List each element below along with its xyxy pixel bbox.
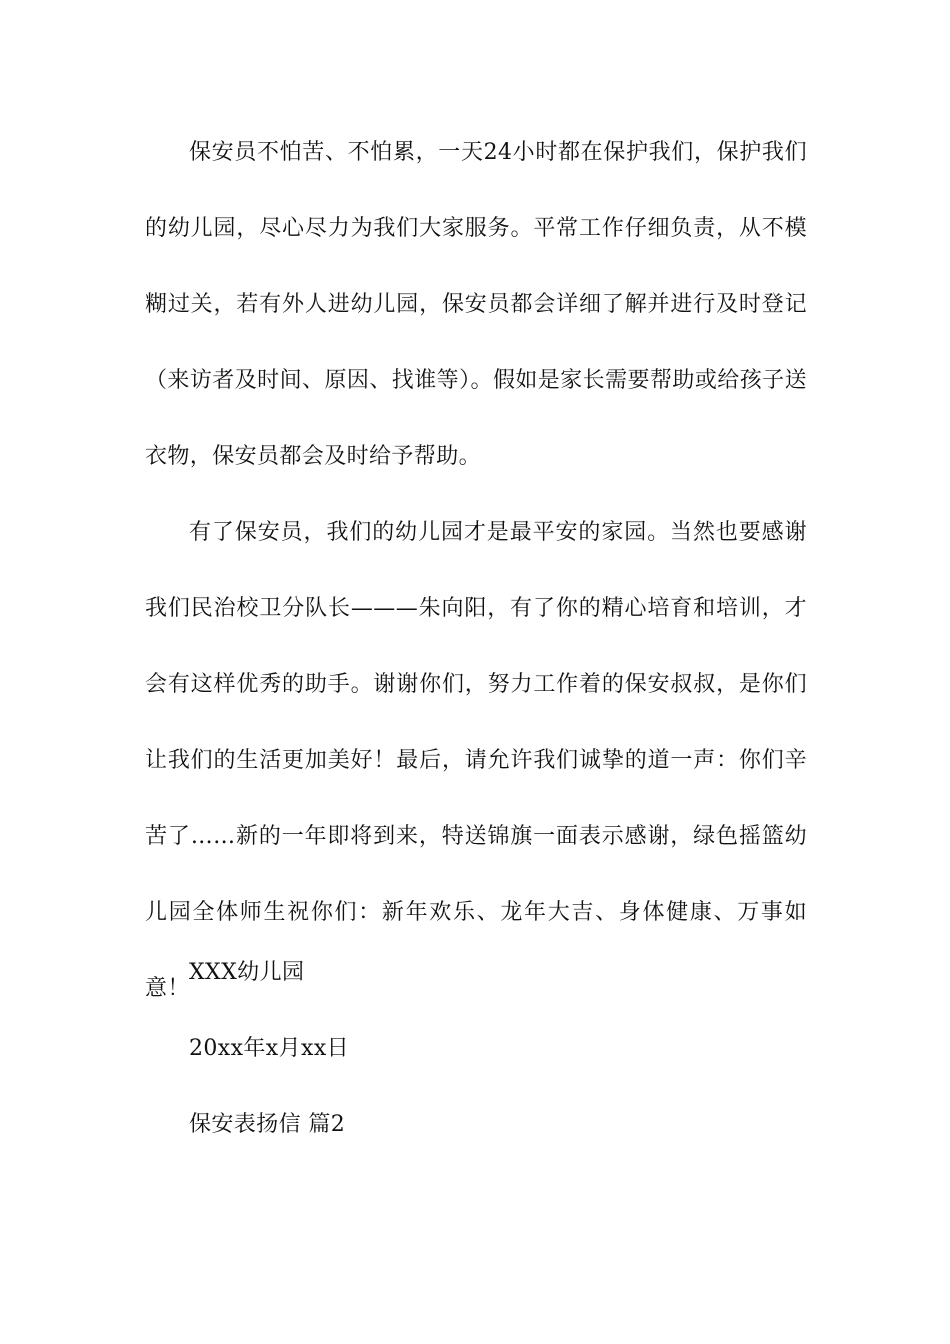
paragraph-text: 保安员不怕苦、不怕累，一天24小时都在保护我们，保护我们的幼儿园，尽心尽力为我们大家服务。平常工作仔细负责，从不模糊过关，若有外人进幼儿园，保安员都会详细了解并进行及时登记（来访者及时间、原因、找谁等）。假如是家长需要帮助或给孩子送衣物，保安员都会及时给予帮助。 (145, 140, 807, 469)
section-heading: 保安表扬信 篇2 (189, 1112, 346, 1137)
body-paragraph-1 (145, 115, 807, 495)
signature-line: XXX幼儿园 (189, 960, 305, 985)
paragraph-text: 有了保安员，我们的幼儿园才是最平安的家园。当然也要感谢我们民治校卫分队长———朱向阳，有了你的精心培育和培训，才会有这样优秀的助手。谢谢你们，努力工作着的保安叔叔，是你们让我们的生活更加美好！最后，请允许我们诚挚的道一声：你们辛苦了……新的一年即将到来，特送锦旗一面表示感谢，绿色摇篮幼儿园全体师生祝你们：新年欢乐、龙年大吉、身体健康、万事如意！ (145, 520, 807, 1001)
date-line: 20xx年x月xx日 (189, 1036, 350, 1061)
